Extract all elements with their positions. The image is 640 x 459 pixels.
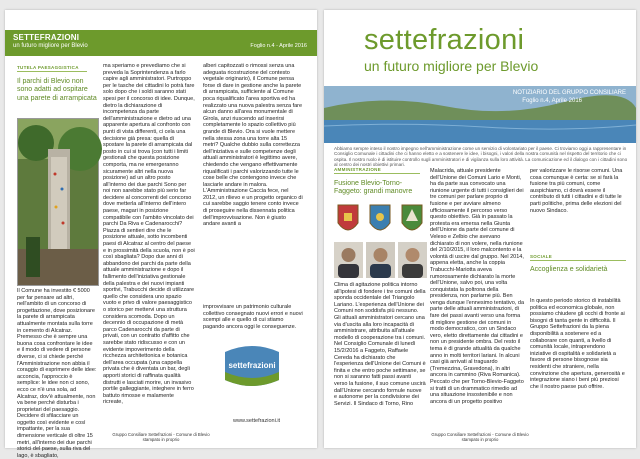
right-headline-2: Accoglienza e solidarietà — [530, 266, 608, 273]
left-column-3-end: improvvisare un patrimonio culturale collettivo consegnato nuovi errori e nuovi scempi alle e quello di cui stiamo pagando ancora oggi le conseguenze. — [203, 304, 303, 330]
right-column-2: Malacrida, attuale presidente dell'Unione dei Comuni Lario e Monti, ha da parte sua convocato una riunione urgente di tutti i consiglieri dei tre comuni per parlare proprio di fusione e per avviare almeno ufficiosamente il percorso verso questo obiettivo. Già in passato la protesta era emersa nella Giunta dell'Unione da parte del comune di Veleso e Zelbio che avevano dichiarato di non volere, nella riunione del 2/10/2015, il loro malcontento e la volontà di uscire dal gruppo. Nel 2014, appena eletta, anche la coppia Trabucchi-Mariotta aveva rumorosamente dichiarato la morte dell'Unione, salvo poi, una volta conquistata la poltrona della presidenza, non parlarne più. Ben venga dunque l'ennesimo tentativo, da parte delle attuali amministrazioni, di fare dei passi avanti verso una forma di migliore gestione dei comuni in modo democratico, con un Sindaco vero, eletto direttamente dai cittadini e non un presidente ombra. Del resto il tema è di grande attualità da qualche anno in molti territori lariani. In alcuni casi già arrivati al traguardo (Tremezzina, Gravedona), in altri ancora in cammino (Riva Romanica). Peccato che per Torno-Blevio-Faggeto si tratti di un drammatico rimedio ad una situazione insostenibile e non ancora di un progetto positivo — [430, 168, 525, 405]
right-footer-line-1: Gruppo Consiliare Settefrazioni - Comune di Blevio — [431, 431, 529, 437]
crest-icon-1 — [338, 205, 358, 230]
municipal-crests — [334, 203, 428, 241]
crest-icon-3 — [402, 205, 422, 230]
left-column-3: alberi capitozzati o rimossi senza una adeguata ricostruzione del contesto vegetale originario), il Comune pensa forse di dare in gestione anche la parete di arrampicata, sufficiente al Comune poca riqualificato l'area sportiva ed ha realizzato una nuova palestra senza fare alcun danno all'area monumentale di Girola, anzi riuscendo ad inserirsi completamente lo spazio collettivo più grande di Blevio. Ora si vuole mettere nella stessa zona una torre alta 15 metri? Qualche dubbio sulla correttezza dell'iniziativa e sulle competenze degli attuali amministratori è legittimo avere, chiedendo che vengano effettivamente riqualificati i parchi valorizzando tutte le cose belle che contengono invece che lasciarle andare in malora. L'Amministrazione Caccia fece, nel 2012, un rilievo e un progetto organico di cui sarebbe saggio tenere conto invece di proseguire nella dissennata politica dell'improvvisazione. Non è giusto andare avanti a — [203, 63, 303, 228]
right-section-tag: AMMINISTRAZIONE — [334, 167, 420, 174]
right-page — [324, 10, 636, 448]
left-headline: Il parchi di Blevio non sono adatti ad ospitare una parete di arrampicata — [17, 78, 97, 102]
crest-icon-2 — [370, 205, 390, 230]
portrait-2 — [366, 242, 395, 278]
right-column-3: per valorizzare le risorse comuni. Una cosa comunque è certa: se si farà la fusione tra più comuni, come auspichiamo, ci dovrà essere il contributo di tutti i cittadini e di tutte le parti politiche, prima delle elezioni del nuovo Sindaco. — [530, 168, 623, 214]
intro-text: Abbiamo sempre inteso il nostro impegno nell'amministrazione come un servizio di volontariato per il paese. Ci troviamo oggi a rappresentare in Consiglio Comunale i cittadini che ci hanno eletto e a sostenere le idee, i bisogni, i valori della nostra comunità nel rispetto del territorio che ci ospita. Il nostro ruolo è di istituire controllo sugli amministratori e di vigilanza sulla loro attività. La comunicazione ed il dialogo con i cittadini sono al centro dei nostri obiettivi primari. — [334, 146, 628, 167]
left-column-1: Il Comune ha investito € 5000 per far pensare ad altri, nell'ambito di un concorso di progettazione, dove posizionare la parete di arrampicata attualmente montata sulla torre in cemento di Alcatraz. Premesso che è sempre una buona cosa confrontare le idee e il modo di vedere di persone diverse, ci si chiede perché l'Amministrazione non abbia il coraggio di esprimere delle idee: acconcia, l'approccio è semplice: le idee non ci sono, ecco ce n'è una sola, ad Alcatraz, dov'è attualmente, non va bene perché disturba i proprietari del paesaggio. Decidere di sfilacciare un oggetto così evidente e così impattante, per la sua dimensione verticale di oltre 15 metri, all'interno dei due parchi storici del paese, sulla riva del lago, è sbagliato, — [17, 288, 97, 459]
left-masthead-title: SETTEFRAZIONI — [13, 33, 80, 42]
right-column-1: Clima di agitazione politica intorno all'ipotesi di fondere i tre comuni della sponda occidentale del Triangolo Lariano. L'esperienza dell'Unione dei Comuni non soddisfa più nessuno. Gli attuali amministratori cercano una via d'uscita alla loro incapacità di amministrare, attribuita all'attuale modello di cooperazione tra i comuni. Nel Consiglio Comunale di lunedì 15/2/2016 a Faggeto, Raffaele Cereda ha dichiarato che l'esperienza dell'Unione dei Comuni è finita e che entro poche settimane, se non si saranno fatti passi avanti verso la fusione, il suo comune uscirà dall'Unione cercando formule nuove e autonome per la condivisione dei Servizi. Il Sindaco di Torno, Rino — [334, 282, 426, 407]
portraits-row — [334, 242, 426, 278]
climbing-tower-image — [18, 119, 98, 285]
right-section2-tag: SOCIALE — [530, 254, 626, 261]
right-column-3-end: In questo periodo storico di instabilità politica ed economica globale, non possiamo chiudere gli occhi di fronte ai bisogni di tanta gente in difficoltà. Il Gruppo Settefrazioni da la piena disponibilità a sostenere ed a collaborare con quanti, a livello di comunità locale, intraprendono iniziative di ospitalità e solidarietà a favore di persone bisognose sia residenti che straniere, nella convinzione che apertura, generosità e integrazione siano i beni più preziosi che il nostro paese può offrire. — [530, 298, 625, 390]
climbing-tower-photo — [17, 118, 99, 286]
right-headline: Fusione Blevio-Torno-Faggeto: grandi manovre — [334, 180, 413, 196]
portrait-1 — [334, 242, 363, 278]
website-link[interactable]: www.settefrazioni.it — [233, 418, 281, 424]
right-masthead-title: settefrazioni — [364, 24, 525, 56]
right-masthead-subtitle: un futuro migliore per Blevio — [364, 58, 539, 74]
portrait-3 — [398, 242, 427, 278]
left-footer — [5, 432, 317, 442]
left-footer-line-2: stampato in proprio — [142, 436, 180, 442]
left-page — [5, 10, 317, 459]
settefrazioni-logo — [221, 338, 283, 400]
left-masthead — [5, 30, 317, 56]
right-footer-line-2: stampato in proprio — [461, 436, 499, 442]
left-column-2: ma speriamo e prevediamo che si preveda la Soprintendenza a farlo capire agli amministratori. Purtroppo per le tasche dei cittadini lo potrà fare solo dopo che i soldi saranno stati spesi per il concorso di idee. Dunque, dietro la dichiarazione di incompetenza da parte dell'amministrazione e dietro ad una apparente apertura al confronto con punti di vista differenti, ci cela una decisione già presa: quella di spostare la parete di arrampicata dal posto in cui si trova (con tutti i limiti gestionali che questa posizione comporta, ma ne emergeranno sicuramente altri nella nuova posizione) ad un altro posto all'interno dei due parchi Sono per noi non sarebbe stato più serio far decidere al concorrenti del concorso dove metterla all'interno dell'intero paese, magari in posizione compatibile con l'ambito vincolato dei parchi Da Riva e Cadenarocchi? Piazza di sentieri dire che le posizione attuale, sotto incombenti paesi di Alcatraz al centro del paese e in prossimità della scuola, non è poi così sbagliata? Dopo due anni di abbandono dei parchi da parte della attuale amministrazione e dopo il fallimento dell'iniziativa gestionale della palestra e dei nuovi impianti sportivi, Trabucchi decide di utilizzare quello che considera uno spazio vuoto e privo di valore paesaggistico o storico per mettervi una struttura considera scomoda. Dopo un decennio di occupazione di metà parco Cadenarocchi da parte di privati, con un contratto d'affitto che sarebbe stato ridiscusso e con un evidente impoverimento della ricchezza architettonica e botanica dell'area occupata (una cappella privata che è diventata un bar, degli apporti storici di raffinata qualità distrutti e lasciati morire, un invasivo portile galleggiante, integhere in ferro battuto rimosse e malamente ricreate, — [103, 63, 195, 406]
right-issue-label: Foglio n.4, Aprile 2016 — [522, 98, 582, 104]
logo-wordmark: settefrazioni — [228, 361, 276, 370]
left-footer-line-1: Gruppo Consiliare Settefrazioni - Comune di Blevio — [112, 431, 210, 437]
notiziario-label: NOTIZIARIO DEL GRUPPO CONSILIARE — [512, 90, 626, 96]
left-masthead-subtitle: un futuro migliore per Blevio — [13, 43, 88, 49]
right-footer — [324, 432, 636, 442]
left-section-tag: TUTELA PAESAGGISTICA — [17, 65, 87, 72]
left-issue-label: Foglio n.4 - Aprile 2016 — [250, 43, 307, 49]
right-banner — [324, 86, 636, 143]
